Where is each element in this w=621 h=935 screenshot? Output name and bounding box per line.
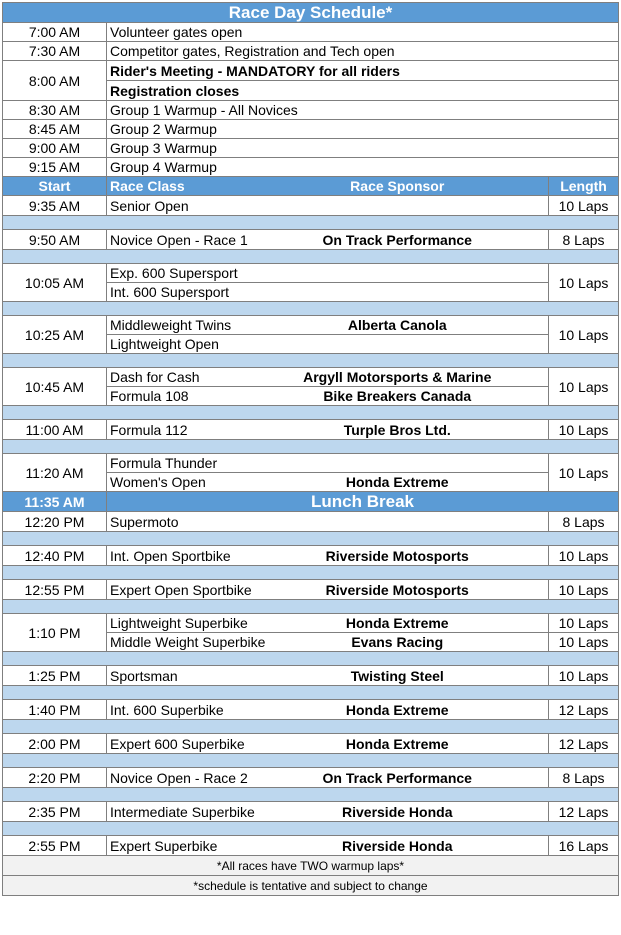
- footnote: *All races have TWO warmup laps*: [3, 856, 619, 876]
- race-length: 10 Laps: [549, 316, 619, 354]
- race-row: [3, 614, 619, 633]
- spacer-row: [3, 822, 619, 836]
- gate-time: 8:45 AM: [3, 120, 107, 139]
- race-sponsor: Alberta Canola: [247, 316, 549, 335]
- race-start-time: 10:45 AM: [3, 368, 107, 406]
- race-start-time: 1:40 PM: [3, 700, 107, 720]
- race-sponsor: Riverside Honda: [247, 836, 549, 856]
- gate-event: Competitor gates, Registration and Tech open: [107, 42, 619, 61]
- gate-event: Registration closes: [107, 81, 619, 101]
- spacer-row: [3, 686, 619, 700]
- race-row: [3, 454, 619, 473]
- race-sponsor: Honda Extreme: [247, 700, 549, 720]
- gate-time: 9:00 AM: [3, 139, 107, 158]
- race-schedule-table: [2, 2, 619, 896]
- race-sponsor: [247, 264, 549, 283]
- gate-event: Group 1 Warmup - All Novices: [107, 101, 619, 120]
- race-sponsor: Riverside Motosports: [247, 546, 549, 566]
- race-length: 10 Laps: [549, 614, 619, 633]
- gate-event: Rider's Meeting - MANDATORY for all riders: [107, 61, 619, 81]
- race-start-time: 9:35 AM: [3, 196, 107, 216]
- race-sponsor: [247, 283, 549, 302]
- spacer-cell: [3, 652, 619, 666]
- race-length: 12 Laps: [549, 734, 619, 754]
- race-class: Int. Open Sportbike: [107, 546, 247, 566]
- race-sponsor: Honda Extreme: [247, 473, 549, 492]
- spacer-cell: [3, 754, 619, 768]
- page-title: Race Day Schedule*: [3, 3, 619, 23]
- spacer-row: [3, 302, 619, 316]
- race-length: 10 Laps: [549, 666, 619, 686]
- race-start-time: 10:05 AM: [3, 264, 107, 302]
- gate-row: [3, 120, 619, 139]
- race-row: [3, 666, 619, 686]
- race-start-time: 10:25 AM: [3, 316, 107, 354]
- race-sponsor: Riverside Motosports: [247, 580, 549, 600]
- race-class: Int. 600 Superbike: [107, 700, 247, 720]
- lunch-row: [3, 492, 619, 512]
- spacer-row: [3, 532, 619, 546]
- race-row: [3, 420, 619, 440]
- footnote-row: [3, 856, 619, 876]
- race-class: Formula 112: [107, 420, 247, 440]
- race-class: Novice Open - Race 1: [107, 230, 247, 250]
- race-start-time: 1:10 PM: [3, 614, 107, 652]
- header-race-sponsor: Race Sponsor: [247, 177, 549, 196]
- spacer-cell: [3, 216, 619, 230]
- race-sponsor: Riverside Honda: [247, 802, 549, 822]
- spacer-cell: [3, 720, 619, 734]
- race-sponsor: On Track Performance: [247, 230, 549, 250]
- spacer-cell: [3, 686, 619, 700]
- race-row: [3, 546, 619, 566]
- race-sponsor: [247, 512, 549, 532]
- spacer-cell: [3, 250, 619, 264]
- race-sponsor: Honda Extreme: [247, 614, 549, 633]
- gate-row: [3, 158, 619, 177]
- spacer-row: [3, 720, 619, 734]
- race-class: Formula Thunder: [107, 454, 247, 473]
- race-class: Sportsman: [107, 666, 247, 686]
- race-start-time: 11:00 AM: [3, 420, 107, 440]
- race-length: 8 Laps: [549, 768, 619, 788]
- race-length: 16 Laps: [549, 836, 619, 856]
- gate-time: 7:30 AM: [3, 42, 107, 61]
- race-class: Expert 600 Superbike: [107, 734, 247, 754]
- race-sponsor: On Track Performance: [247, 768, 549, 788]
- spacer-cell: [3, 354, 619, 368]
- spacer-row: [3, 250, 619, 264]
- header-race-class: Race Class: [107, 177, 247, 196]
- race-sponsor: Evans Racing: [247, 633, 549, 652]
- lunch-label: Lunch Break: [107, 492, 619, 512]
- spacer-row: [3, 440, 619, 454]
- header-length: Length: [549, 177, 619, 196]
- race-row: [3, 802, 619, 822]
- race-row: [3, 700, 619, 720]
- race-length: 10 Laps: [549, 196, 619, 216]
- race-sponsor: Argyll Motorsports & Marine: [247, 368, 549, 387]
- race-length: 12 Laps: [549, 700, 619, 720]
- race-class: Formula 108: [107, 387, 247, 406]
- race-class: Intermediate Superbike: [107, 802, 247, 822]
- race-row: [3, 768, 619, 788]
- race-start-time: 12:20 PM: [3, 512, 107, 532]
- race-sponsor: [247, 196, 549, 216]
- spacer-row: [3, 652, 619, 666]
- race-row: [3, 264, 619, 283]
- race-start-time: 9:50 AM: [3, 230, 107, 250]
- race-start-time: 2:00 PM: [3, 734, 107, 754]
- race-class: Middle Weight Superbike: [107, 633, 247, 652]
- race-class: Lightweight Superbike: [107, 614, 247, 633]
- spacer-cell: [3, 532, 619, 546]
- race-start-time: 12:40 PM: [3, 546, 107, 566]
- gate-time: 9:15 AM: [3, 158, 107, 177]
- gate-event: Group 2 Warmup: [107, 120, 619, 139]
- race-sponsor: [247, 454, 549, 473]
- gate-row: [3, 42, 619, 61]
- race-length: 10 Laps: [549, 420, 619, 440]
- footnote-row: [3, 876, 619, 896]
- lunch-time: 11:35 AM: [3, 492, 107, 512]
- spacer-cell: [3, 600, 619, 614]
- race-row: [3, 580, 619, 600]
- spacer-cell: [3, 566, 619, 580]
- race-start-time: 2:55 PM: [3, 836, 107, 856]
- gate-event: Group 3 Warmup: [107, 139, 619, 158]
- race-start-time: 11:20 AM: [3, 454, 107, 492]
- race-class: Expert Superbike: [107, 836, 247, 856]
- race-row: [3, 316, 619, 335]
- spacer-row: [3, 354, 619, 368]
- race-length: 10 Laps: [549, 264, 619, 302]
- race-start-time: 12:55 PM: [3, 580, 107, 600]
- race-sponsor: [247, 335, 549, 354]
- race-sponsor: Twisting Steel: [247, 666, 549, 686]
- spacer-row: [3, 754, 619, 768]
- gate-time: 7:00 AM: [3, 23, 107, 42]
- race-class: Senior Open: [107, 196, 247, 216]
- gate-row: [3, 23, 619, 42]
- race-length: 10 Laps: [549, 580, 619, 600]
- header-start: Start: [3, 177, 107, 196]
- spacer-row: [3, 216, 619, 230]
- race-sponsor: Bike Breakers Canada: [247, 387, 549, 406]
- spacer-row: [3, 600, 619, 614]
- race-row: [3, 734, 619, 754]
- race-length: 12 Laps: [549, 802, 619, 822]
- race-sponsor: Turple Bros Ltd.: [247, 420, 549, 440]
- gate-time: 8:00 AM: [3, 61, 107, 101]
- footnote: *schedule is tentative and subject to change: [3, 876, 619, 896]
- race-row: [3, 512, 619, 532]
- gate-row: [3, 61, 619, 81]
- gate-row: [3, 101, 619, 120]
- race-start-time: 1:25 PM: [3, 666, 107, 686]
- spacer-row: [3, 406, 619, 420]
- race-row: [3, 196, 619, 216]
- race-class: Novice Open - Race 2: [107, 768, 247, 788]
- gate-time: 8:30 AM: [3, 101, 107, 120]
- race-length: 8 Laps: [549, 512, 619, 532]
- race-class: Expert Open Sportbike: [107, 580, 247, 600]
- race-length: 10 Laps: [549, 454, 619, 492]
- race-length: 10 Laps: [549, 368, 619, 406]
- race-start-time: 2:35 PM: [3, 802, 107, 822]
- race-class: Dash for Cash: [107, 368, 247, 387]
- spacer-cell: [3, 406, 619, 420]
- race-length: 10 Laps: [549, 633, 619, 652]
- race-row: [3, 230, 619, 250]
- gate-row: [3, 139, 619, 158]
- race-class: Middleweight Twins: [107, 316, 247, 335]
- race-row: [3, 836, 619, 856]
- race-class: Lightweight Open: [107, 335, 247, 354]
- title-row: [3, 3, 619, 23]
- column-header-row: [3, 177, 619, 196]
- spacer-cell: [3, 440, 619, 454]
- gate-event: Group 4 Warmup: [107, 158, 619, 177]
- race-length: 10 Laps: [549, 546, 619, 566]
- race-class: Exp. 600 Supersport: [107, 264, 247, 283]
- spacer-cell: [3, 822, 619, 836]
- race-row: [3, 368, 619, 387]
- spacer-row: [3, 788, 619, 802]
- race-length: 8 Laps: [549, 230, 619, 250]
- spacer-row: [3, 566, 619, 580]
- gate-event: Volunteer gates open: [107, 23, 619, 42]
- race-class: Int. 600 Supersport: [107, 283, 247, 302]
- race-class: Women's Open: [107, 473, 247, 492]
- spacer-cell: [3, 788, 619, 802]
- race-class: Supermoto: [107, 512, 247, 532]
- spacer-cell: [3, 302, 619, 316]
- race-sponsor: Honda Extreme: [247, 734, 549, 754]
- race-start-time: 2:20 PM: [3, 768, 107, 788]
